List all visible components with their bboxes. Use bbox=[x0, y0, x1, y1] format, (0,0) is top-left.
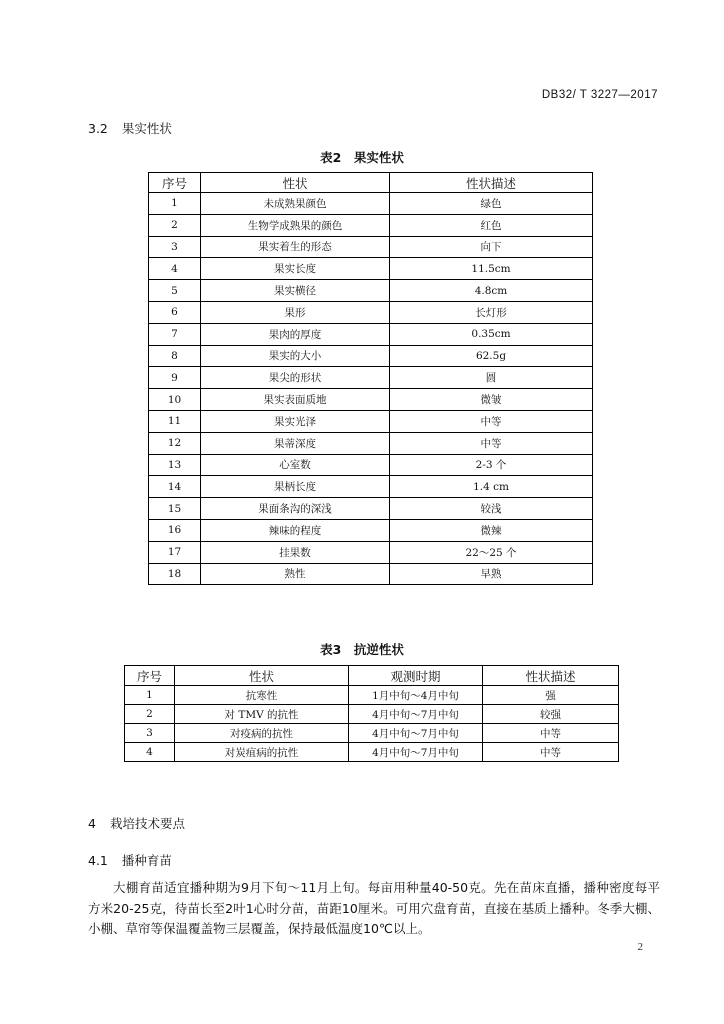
section-title: 栽培技术要点 bbox=[109, 816, 185, 831]
column-header-index: 序号 bbox=[149, 173, 201, 193]
column-header-description: 性状描述 bbox=[390, 173, 593, 193]
row-trait: 抗寒性 bbox=[175, 686, 349, 705]
table-header-row bbox=[149, 173, 593, 193]
column-header-index: 序号 bbox=[125, 666, 175, 686]
row-index: 6 bbox=[149, 301, 201, 323]
row-description: 长灯形 bbox=[390, 301, 593, 323]
section-heading-4-1 bbox=[88, 851, 172, 869]
table-row bbox=[149, 236, 593, 258]
row-period: 4月中旬～7月中旬 bbox=[349, 705, 483, 724]
row-description: 11.5cm bbox=[390, 258, 593, 280]
table-row bbox=[149, 258, 593, 280]
column-header-period: 观测时期 bbox=[349, 666, 483, 686]
row-trait: 果形 bbox=[201, 301, 390, 323]
table-row bbox=[149, 301, 593, 323]
column-header-trait: 性状 bbox=[175, 666, 349, 686]
row-index: 15 bbox=[149, 498, 201, 520]
row-index: 12 bbox=[149, 432, 201, 454]
row-index: 14 bbox=[149, 476, 201, 498]
column-header-trait: 性状 bbox=[201, 173, 390, 193]
section-heading-4 bbox=[88, 814, 185, 832]
column-header-description: 性状描述 bbox=[483, 666, 619, 686]
row-index: 4 bbox=[149, 258, 201, 280]
row-description: 0.35cm bbox=[390, 323, 593, 345]
table-row bbox=[149, 498, 593, 520]
table-row bbox=[149, 193, 593, 215]
row-trait: 心室数 bbox=[201, 454, 390, 476]
table-row bbox=[149, 432, 593, 454]
row-index: 9 bbox=[149, 367, 201, 389]
row-trait: 果实光泽 bbox=[201, 410, 390, 432]
table-row bbox=[149, 454, 593, 476]
row-description: 微辣 bbox=[390, 519, 593, 541]
row-index: 16 bbox=[149, 519, 201, 541]
row-trait: 果实表面质地 bbox=[201, 389, 390, 411]
table-row bbox=[149, 476, 593, 498]
row-index: 1 bbox=[149, 193, 201, 215]
row-period: 1月中旬～4月中旬 bbox=[349, 686, 483, 705]
fruit-traits-table bbox=[148, 172, 593, 585]
row-trait: 熟性 bbox=[201, 563, 390, 585]
row-trait: 果肉的厚度 bbox=[201, 323, 390, 345]
table-row bbox=[125, 686, 619, 705]
table-row bbox=[149, 214, 593, 236]
section-heading-3-2 bbox=[88, 119, 172, 137]
row-index: 10 bbox=[149, 389, 201, 411]
sowing-paragraph: 大棚育苗适宜播种期为9月下旬～11月上旬。每亩用种量40-50克。先在苗床直播，播种密度每平方米20-25克，待苗长至2叶1心时分苗，苗距10厘米。可用穴盘育苗，直接在基质上播种。冬季大棚、小棚、草帘等保温覆盖物三层覆盖，保持最低温度10℃以上。 bbox=[88, 880, 660, 936]
row-index: 5 bbox=[149, 280, 201, 302]
row-description: 1.4 cm bbox=[390, 476, 593, 498]
table-row bbox=[149, 345, 593, 367]
row-description: 向下 bbox=[390, 236, 593, 258]
row-description: 62.5g bbox=[390, 345, 593, 367]
table-header-row bbox=[125, 666, 619, 686]
row-description: 中等 bbox=[390, 410, 593, 432]
row-index: 1 bbox=[125, 686, 175, 705]
row-trait: 果实的大小 bbox=[201, 345, 390, 367]
section-number: 4 bbox=[88, 816, 96, 831]
stress-resistance-table bbox=[124, 665, 619, 762]
row-index: 11 bbox=[149, 410, 201, 432]
row-description: 强 bbox=[483, 686, 619, 705]
row-trait: 对 TMV 的抗性 bbox=[175, 705, 349, 724]
row-description: 较强 bbox=[483, 705, 619, 724]
table-row bbox=[149, 367, 593, 389]
row-description: 中等 bbox=[390, 432, 593, 454]
table-row bbox=[149, 389, 593, 411]
row-index: 3 bbox=[125, 724, 175, 743]
section-title: 播种育苗 bbox=[121, 853, 172, 868]
row-description: 绿色 bbox=[390, 193, 593, 215]
row-description: 较浅 bbox=[390, 498, 593, 520]
table-row bbox=[149, 323, 593, 345]
row-description: 红色 bbox=[390, 214, 593, 236]
row-index: 7 bbox=[149, 323, 201, 345]
row-description: 4.8cm bbox=[390, 280, 593, 302]
table-row bbox=[149, 563, 593, 585]
document-number: DB32/ T 3227—2017 bbox=[541, 89, 658, 101]
row-trait: 果面条沟的深浅 bbox=[201, 498, 390, 520]
row-index: 3 bbox=[149, 236, 201, 258]
row-trait: 果蒂深度 bbox=[201, 432, 390, 454]
page-number: 2 bbox=[637, 941, 643, 953]
row-index: 4 bbox=[125, 743, 175, 762]
section-title: 果实性状 bbox=[121, 121, 172, 136]
section-number: 3.2 bbox=[88, 121, 108, 136]
row-trait: 果柄长度 bbox=[201, 476, 390, 498]
row-trait: 辣味的程度 bbox=[201, 519, 390, 541]
row-index: 13 bbox=[149, 454, 201, 476]
row-trait: 果实着生的形态 bbox=[201, 236, 390, 258]
row-index: 2 bbox=[125, 705, 175, 724]
row-description: 22～25 个 bbox=[390, 541, 593, 563]
row-description: 中等 bbox=[483, 724, 619, 743]
table-row bbox=[125, 705, 619, 724]
row-index: 17 bbox=[149, 541, 201, 563]
table-row bbox=[125, 743, 619, 762]
row-trait: 生物学成熟果的颜色 bbox=[201, 214, 390, 236]
row-description: 早熟 bbox=[390, 563, 593, 585]
row-description: 2-3 个 bbox=[390, 454, 593, 476]
row-description: 中等 bbox=[483, 743, 619, 762]
row-trait: 未成熟果颜色 bbox=[201, 193, 390, 215]
table3-caption: 表3 抗逆性状 bbox=[320, 642, 404, 657]
row-description: 微皱 bbox=[390, 389, 593, 411]
table-row bbox=[149, 280, 593, 302]
table2-caption: 表2 果实性状 bbox=[320, 150, 404, 165]
row-index: 18 bbox=[149, 563, 201, 585]
row-index: 8 bbox=[149, 345, 201, 367]
row-trait: 果实长度 bbox=[201, 258, 390, 280]
row-period: 4月中旬～7月中旬 bbox=[349, 724, 483, 743]
row-description: 圆 bbox=[390, 367, 593, 389]
row-trait: 挂果数 bbox=[201, 541, 390, 563]
row-trait: 果尖的形状 bbox=[201, 367, 390, 389]
table-row bbox=[149, 410, 593, 432]
section-number: 4.1 bbox=[88, 853, 108, 868]
row-trait: 对炭疽病的抗性 bbox=[175, 743, 349, 762]
row-trait: 对疫病的抗性 bbox=[175, 724, 349, 743]
row-period: 4月中旬～7月中旬 bbox=[349, 743, 483, 762]
table-row bbox=[149, 541, 593, 563]
table-row bbox=[149, 519, 593, 541]
row-index: 2 bbox=[149, 214, 201, 236]
row-trait: 果实横径 bbox=[201, 280, 390, 302]
table-row bbox=[125, 724, 619, 743]
